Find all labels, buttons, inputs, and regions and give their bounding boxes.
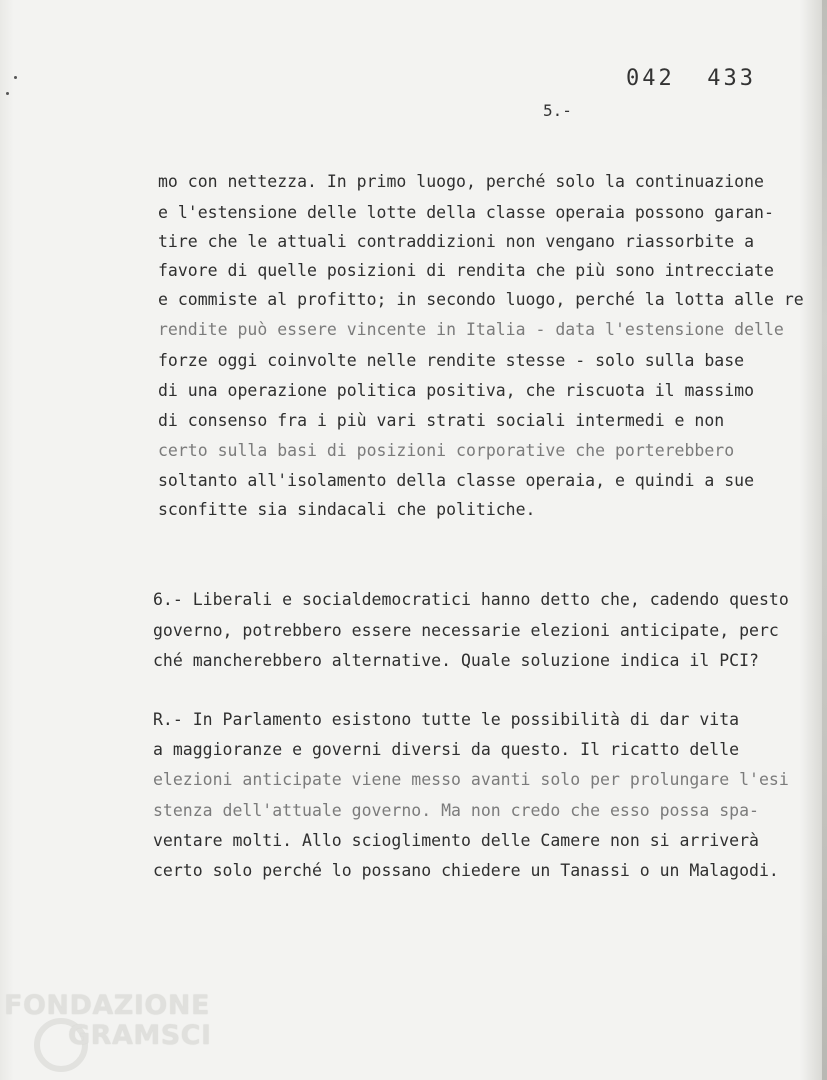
watermark-line-2: GRAMSCI xyxy=(68,1020,212,1051)
page-edge-shadow xyxy=(822,0,827,1080)
archive-reference-number: 042 433 xyxy=(626,66,756,91)
scan-speck xyxy=(6,92,9,95)
text-line: tire che le attuali contraddizioni non vengano riassorbite a xyxy=(158,232,755,251)
answer-line: a maggioranze e governi diversi da questo. Il ricatto delle xyxy=(153,740,740,759)
text-line: di una operazione politica positiva, che riscuota il massimo xyxy=(158,381,755,400)
text-line: certo sulla basi di posizioni corporative che porterebbero xyxy=(158,441,735,460)
page-number: 5.- xyxy=(543,101,572,120)
answer-line: R.- In Parlamento esistono tutte le possibilità di dar vita xyxy=(153,710,740,729)
question-line: ché mancherebbero alternative. Quale soluzione indica il PCI? xyxy=(153,651,759,670)
question-line: governo, potrebbero essere necessarie elezioni anticipate, perc xyxy=(153,621,779,640)
answer-line: ventare molti. Allo scioglimento delle Camere non si arriverà xyxy=(153,831,759,850)
text-line: favore di quelle posizioni di rendita che più sono intrecciate xyxy=(158,261,774,280)
fondazione-gramsci-watermark xyxy=(4,990,214,1076)
text-line: mo con nettezza. In primo luogo, perché solo la continuazione xyxy=(158,172,764,191)
text-line: rendite può essere vincente in Italia - data l'estensione delle xyxy=(158,320,784,339)
answer-line: certo solo perché lo possano chiedere un Tanassi o un Malagodi. xyxy=(153,861,779,880)
scan-speck xyxy=(14,76,17,79)
text-line: e l'estensione delle lotte della classe operaia possono garan- xyxy=(158,203,774,222)
answer-line: stenza dell'attuale governo. Ma non credo che esso possa spa- xyxy=(153,801,759,820)
text-line: soltanto all'isolamento della classe operaia, e quindi a sue xyxy=(158,471,755,490)
answer-line: elezioni anticipate viene messo avanti solo per prolungare l'esi xyxy=(153,770,789,789)
question-line: 6.- Liberali e socialdemocratici hanno detto che, cadendo questo xyxy=(153,590,789,609)
watermark-line-1: FONDAZIONE xyxy=(4,990,210,1021)
text-line: forze oggi coinvolte nelle rendite stesse - solo sulla base xyxy=(158,351,745,370)
text-line: e commiste al profitto; in secondo luogo, perché la lotta alle re xyxy=(158,290,804,309)
text-line: sconfitte sia sindacali che politiche. xyxy=(158,500,536,519)
text-line: di consenso fra i più vari strati sociali intermedi e non xyxy=(158,411,725,430)
